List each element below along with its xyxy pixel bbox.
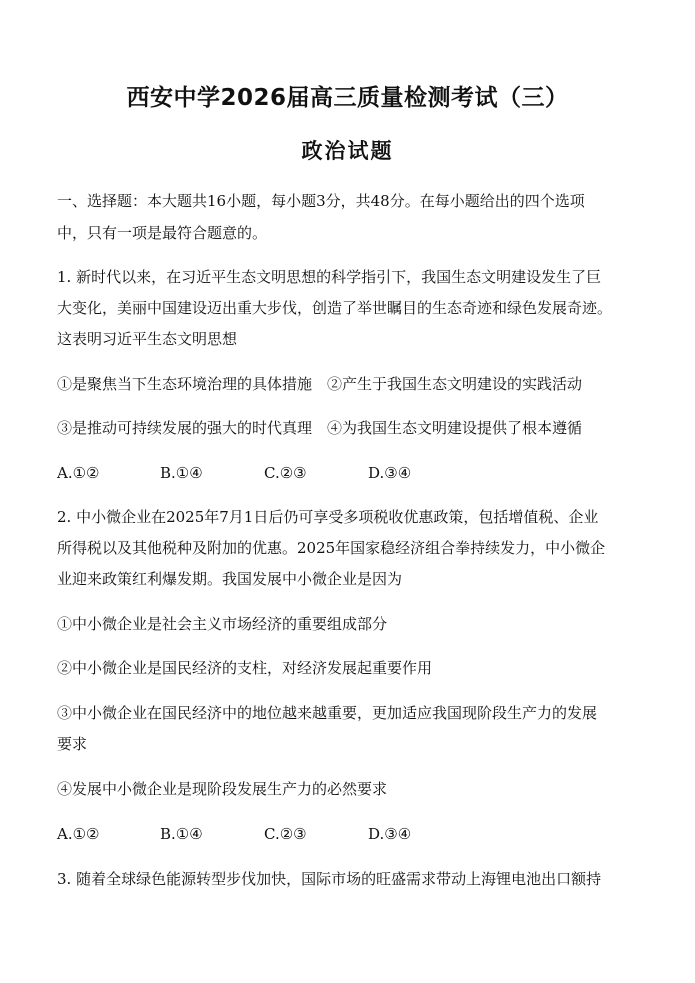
exam-title: 西安中学2026届高三质量检测考试（三） xyxy=(126,85,569,111)
q2-option-d[interactable]: D.③④ xyxy=(368,825,412,843)
q2-stem-line: 所得税以及其他税种及附加的优惠。2025年国家稳经济组合拳持续发力，中小微企 xyxy=(57,539,606,557)
q1-option-c[interactable]: C.②③ xyxy=(264,464,307,482)
q2-option-b[interactable]: B.①④ xyxy=(160,825,203,843)
q1-options xyxy=(57,462,411,484)
section-instruction-line: 中，只有一项是最符合题意的。 xyxy=(57,224,268,242)
q3-stem-line: 3. 随着全球绿色能源转型步伐加快，国际市场的旺盛需求带动上海锂电池出口额持 xyxy=(57,870,602,888)
q2-statement: ①中小微企业是社会主义市场经济的重要组成部分 xyxy=(57,615,388,633)
q2-stem-line: 业迎来政策红利爆发期。我国发展中小微企业是因为 xyxy=(57,570,403,588)
q1-option-d[interactable]: D.③④ xyxy=(368,464,412,482)
q2-options xyxy=(57,823,411,845)
q2-option-a[interactable]: A.①② xyxy=(57,825,100,843)
q2-statement: ②中小微企业是国民经济的支柱，对经济发展起重要作用 xyxy=(57,659,433,677)
q1-statement: ③是推动可持续发展的强大的时代真理 ④为我国生态文明建设提供了根本遵循 xyxy=(57,419,583,437)
section-instruction-line: 一、选择题：本大题共16小题，每小题3分，共48分。在每小题给出的四个选项 xyxy=(57,192,585,210)
q1-option-a[interactable]: A.①② xyxy=(57,464,100,482)
q2-statement: 要求 xyxy=(57,735,88,753)
q1-stem-line: 这表明习近平生态文明思想 xyxy=(57,330,238,348)
q1-stem-line: 1. 新时代以来，在习近平生态文明思想的科学指引下，我国生态文明建设发生了巨 xyxy=(57,268,602,286)
q2-option-c[interactable]: C.②③ xyxy=(264,825,307,843)
q1-statement: ①是聚焦当下生态环境治理的具体措施 ②产生于我国生态文明建设的实践活动 xyxy=(57,375,583,393)
q1-option-b[interactable]: B.①④ xyxy=(160,464,203,482)
q2-stem-line: 2. 中小微企业在2025年7月1日后仍可享受多项税收优惠政策，包括增值税、企业 xyxy=(57,508,599,526)
q2-statement: ③中小微企业在国民经济中的地位越来越重要，更加适应我国现阶段生产力的发展 xyxy=(57,704,598,722)
q1-stem-line: 大变化，美丽中国建设迈出重大步伐，创造了举世瞩目的生态奇迹和绿色发展奇迹。 xyxy=(57,299,613,317)
exam-subtitle: 政治试题 xyxy=(301,139,394,163)
q2-statement: ④发展中小微企业是现阶段发展生产力的必然要求 xyxy=(57,780,388,798)
